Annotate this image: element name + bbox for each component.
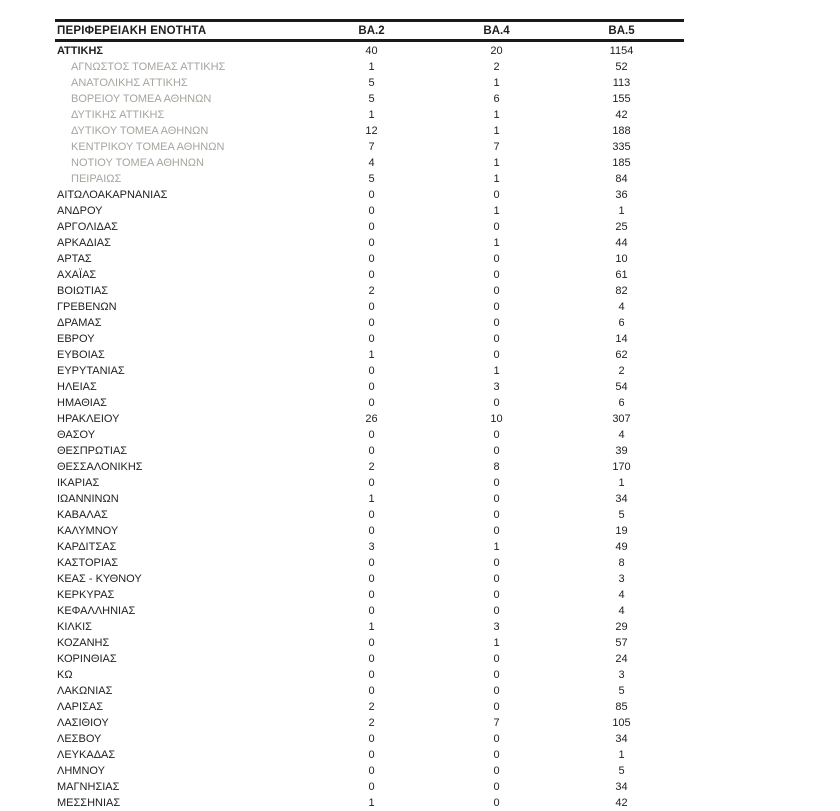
region-name: ΚΕΝΤΡΙΚΟΥ ΤΟΜΕΑ ΑΘΗΝΩΝ [71, 141, 225, 153]
ba5-value: 62 [615, 349, 628, 361]
ba4-value: 0 [493, 445, 500, 457]
region-name: ΛΕΥΚΑΔΑΣ [57, 749, 116, 761]
region-name: ΗΡΑΚΛΕΙΟΥ [57, 413, 120, 425]
ba5-value: 4 [618, 429, 625, 441]
table-row [55, 715, 684, 731]
region-name: ΕΥΒΟΙΑΣ [57, 349, 105, 361]
table-row [55, 779, 684, 795]
ba5-value: 34 [615, 733, 628, 745]
table-row [55, 603, 684, 619]
region-name: ΑΝΔΡΟΥ [57, 205, 103, 217]
ba5-value: 34 [615, 493, 628, 505]
table-row [55, 59, 684, 75]
region-name: ΛΑΣΙΘΙΟΥ [57, 717, 109, 729]
ba2-value: 12 [365, 125, 378, 137]
ba5-value: 155 [612, 93, 631, 105]
ba2-value: 0 [368, 557, 375, 569]
ba5-value: 1154 [609, 45, 634, 57]
ba5-value: 6 [618, 397, 625, 409]
ba4-value: 1 [493, 157, 500, 169]
region-name: ΑΡΤΑΣ [57, 253, 92, 265]
ba4-value: 7 [493, 141, 500, 153]
table-row [55, 571, 684, 587]
ba4-value: 0 [493, 701, 500, 713]
ba4-value: 7 [493, 717, 500, 729]
ba5-value: 34 [615, 781, 628, 793]
ba4-value: 0 [493, 493, 500, 505]
ba5-value: 4 [618, 589, 625, 601]
ba5-value: 307 [612, 413, 631, 425]
ba4-value: 1 [493, 637, 500, 649]
ba5-value: 61 [615, 269, 628, 281]
ba4-value: 0 [493, 253, 500, 265]
table-row [55, 395, 684, 411]
region-name: ΝΟΤΙΟΥ ΤΟΜΕΑ ΑΘΗΝΩΝ [71, 157, 204, 169]
region-name: ΑΧΑΪΑΣ [57, 269, 97, 281]
region-name: ΜΕΣΣΗΝΙΑΣ [57, 797, 121, 809]
table-row [55, 379, 684, 395]
table-row [55, 555, 684, 571]
ba4-value: 0 [493, 477, 500, 489]
ba2-value: 3 [368, 541, 375, 553]
region-name: ΚΑΒΑΛΑΣ [57, 509, 108, 521]
ba5-value: 42 [615, 797, 628, 809]
region-name: ΚΑΡΔΙΤΣΑΣ [57, 541, 117, 553]
ba2-value: 1 [368, 61, 375, 73]
table-row [55, 507, 684, 523]
table-row [55, 731, 684, 747]
ba4-value: 1 [493, 205, 500, 217]
ba2-value: 0 [368, 477, 375, 489]
table-row [55, 427, 684, 443]
region-name: ΔΡΑΜΑΣ [57, 317, 102, 329]
ba2-value: 0 [368, 637, 375, 649]
region-name: ΒΟΡΕΙΟΥ ΤΟΜΕΑ ΑΘΗΝΩΝ [71, 93, 212, 105]
ba2-value: 0 [368, 189, 375, 201]
ba4-value: 0 [493, 573, 500, 585]
ba5-value: 85 [615, 701, 628, 713]
region-name: ΘΑΣΟΥ [57, 429, 96, 441]
region-name: ΕΒΡΟΥ [57, 333, 95, 345]
region-name: ΚΕΦΑΛΛΗΝΙΑΣ [57, 605, 136, 617]
region-name: ΑΡΓΟΛΙΔΑΣ [57, 221, 118, 233]
column-header-ba4: BA.4 [483, 24, 510, 37]
region-name: ΗΛΕΙΑΣ [57, 381, 97, 393]
ba2-value: 1 [368, 621, 375, 633]
ba5-value: 39 [615, 445, 628, 457]
table-row [55, 315, 684, 331]
ba5-value: 24 [615, 653, 628, 665]
table-row [55, 411, 684, 427]
ba2-value: 4 [368, 157, 375, 169]
ba5-value: 113 [612, 77, 631, 89]
ba5-value: 5 [618, 765, 625, 777]
table-row [55, 459, 684, 475]
ba5-value: 4 [618, 605, 625, 617]
table-row [55, 219, 684, 235]
region-name: ΘΕΣΣΑΛΟΝΙΚΗΣ [57, 461, 143, 473]
ba2-value: 1 [368, 797, 375, 809]
ba5-value: 42 [615, 109, 628, 121]
table-row [55, 283, 684, 299]
ba4-value: 0 [493, 509, 500, 521]
table-row [55, 75, 684, 91]
ba2-value: 0 [368, 525, 375, 537]
ba4-value: 0 [493, 525, 500, 537]
ba5-value: 1 [618, 205, 625, 217]
ba2-value: 0 [368, 733, 375, 745]
region-name: ΚΕΑΣ - ΚΥΘΝΟΥ [57, 573, 142, 585]
table-row [55, 251, 684, 267]
ba4-value: 0 [493, 349, 500, 361]
region-name: ΛΗΜΝΟΥ [57, 765, 105, 777]
column-header-ba2: BA.2 [358, 24, 385, 37]
ba4-value: 0 [493, 669, 500, 681]
column-header-ba5: BA.5 [608, 24, 635, 37]
ba5-value: 44 [615, 237, 628, 249]
ba5-value: 2 [618, 365, 625, 377]
region-name: ΚΩ [57, 669, 73, 681]
ba2-value: 5 [368, 77, 375, 89]
region-name: ΑΙΤΩΛΟΑΚΑΡΝΑΝΙΑΣ [57, 189, 168, 201]
ba4-value: 1 [493, 541, 500, 553]
ba4-value: 3 [493, 621, 500, 633]
ba4-value: 6 [493, 93, 500, 105]
ba4-value: 0 [493, 685, 500, 697]
table-row [55, 619, 684, 635]
ba4-value: 0 [493, 285, 500, 297]
ba2-value: 0 [368, 765, 375, 777]
ba4-value: 2 [493, 61, 500, 73]
table-row [55, 667, 684, 683]
ba4-value: 1 [493, 125, 500, 137]
ba2-value: 2 [368, 701, 375, 713]
ba4-value: 0 [493, 317, 500, 329]
ba2-value: 2 [368, 461, 375, 473]
table-row [55, 155, 684, 171]
ba2-value: 0 [368, 589, 375, 601]
ba5-value: 188 [612, 125, 631, 137]
ba4-value: 3 [493, 381, 500, 393]
ba2-value: 0 [368, 333, 375, 345]
ba4-value: 0 [493, 749, 500, 761]
table-row [55, 171, 684, 187]
table-row [55, 763, 684, 779]
region-name: ΑΤΤΙΚΗΣ [57, 45, 104, 57]
region-name: ΛΕΣΒΟΥ [57, 733, 102, 745]
region-name: ΑΓΝΩΣΤΟΣ ΤΟΜΕΑΣ ΑΤΤΙΚΗΣ [71, 61, 226, 73]
ba2-value: 2 [368, 717, 375, 729]
region-name: ΛΑΚΩΝΙΑΣ [57, 685, 113, 697]
table-row [55, 475, 684, 491]
ba5-value: 1 [618, 477, 625, 489]
ba4-value: 0 [493, 557, 500, 569]
table-row [55, 331, 684, 347]
ba4-value: 1 [493, 77, 500, 89]
ba4-value: 0 [493, 653, 500, 665]
region-name: ΗΜΑΘΙΑΣ [57, 397, 107, 409]
ba2-value: 0 [368, 397, 375, 409]
ba4-value: 0 [493, 301, 500, 313]
region-name: ΕΥΡΥΤΑΝΙΑΣ [57, 365, 125, 377]
ba5-value: 4 [618, 301, 625, 313]
ba2-value: 5 [368, 93, 375, 105]
ba2-value: 0 [368, 605, 375, 617]
table-row [55, 203, 684, 219]
region-name: ΜΑΓΝΗΣΙΑΣ [57, 781, 120, 793]
ba4-value: 1 [493, 109, 500, 121]
ba2-value: 1 [368, 109, 375, 121]
table-row [55, 443, 684, 459]
region-name: ΚΙΛΚΙΣ [57, 621, 92, 633]
ba2-value: 0 [368, 301, 375, 313]
ba4-value: 1 [493, 365, 500, 377]
ba4-value: 0 [493, 605, 500, 617]
table-row [55, 699, 684, 715]
table-row [55, 91, 684, 107]
ba5-value: 1 [618, 749, 625, 761]
ba5-value: 36 [615, 189, 628, 201]
ba4-value: 0 [493, 733, 500, 745]
region-name: ΙΚΑΡΙΑΣ [57, 477, 100, 489]
ba2-value: 0 [368, 221, 375, 233]
ba4-value: 1 [493, 237, 500, 249]
table-body [55, 42, 684, 811]
ba4-value: 0 [493, 269, 500, 281]
ba4-value: 0 [493, 397, 500, 409]
ba4-value: 0 [493, 797, 500, 809]
region-name: ΚΑΛΥΜΝΟΥ [57, 525, 119, 537]
table-row [55, 491, 684, 507]
ba5-value: 82 [615, 285, 628, 297]
ba4-value: 10 [490, 413, 503, 425]
ba2-value: 0 [368, 781, 375, 793]
table-header-row [55, 19, 684, 42]
region-name: ΔΥΤΙΚΟΥ ΤΟΜΕΑ ΑΘΗΝΩΝ [71, 125, 209, 137]
region-name: ΔΥΤΙΚΗΣ ΑΤΤΙΚΗΣ [71, 109, 165, 121]
ba2-value: 0 [368, 445, 375, 457]
ba5-value: 170 [612, 461, 631, 473]
table-row [55, 795, 684, 811]
region-name: ΚΕΡΚΥΡΑΣ [57, 589, 115, 601]
ba5-value: 25 [615, 221, 628, 233]
ba5-value: 57 [615, 637, 628, 649]
ba4-value: 0 [493, 781, 500, 793]
region-column-header: ΠΕΡΙΦΕΡΕΙΑΚΗ ΕΝΟΤΗΤΑ [57, 24, 207, 37]
ba4-value: 0 [493, 589, 500, 601]
ba2-value: 7 [368, 141, 375, 153]
ba5-value: 5 [618, 685, 625, 697]
ba4-value: 0 [493, 333, 500, 345]
table-row [55, 139, 684, 155]
region-name: ΚΟΖΑΝΗΣ [57, 637, 110, 649]
ba5-value: 14 [615, 333, 628, 345]
table-row [55, 107, 684, 123]
table-row [55, 363, 684, 379]
region-name: ΙΩΑΝΝΙΝΩΝ [57, 493, 119, 505]
table-row [55, 587, 684, 603]
table-row [55, 267, 684, 283]
region-name: ΓΡΕΒΕΝΩΝ [57, 301, 117, 313]
ba5-value: 3 [618, 573, 625, 585]
ba2-value: 2 [368, 285, 375, 297]
ba5-value: 19 [615, 525, 628, 537]
ba2-value: 0 [368, 317, 375, 329]
ba2-value: 5 [368, 173, 375, 185]
table-row [55, 43, 684, 59]
ba2-value: 26 [365, 413, 378, 425]
ba4-value: 8 [493, 461, 500, 473]
ba5-value: 10 [615, 253, 628, 265]
ba5-value: 8 [618, 557, 625, 569]
table-row [55, 187, 684, 203]
ba2-value: 0 [368, 381, 375, 393]
ba2-value: 0 [368, 205, 375, 217]
ba2-value: 0 [368, 237, 375, 249]
region-name: ΚΑΣΤΟΡΙΑΣ [57, 557, 119, 569]
ba5-value: 49 [615, 541, 628, 553]
table-row [55, 123, 684, 139]
ba2-value: 0 [368, 429, 375, 441]
region-name: ΛΑΡΙΣΑΣ [57, 701, 104, 713]
ba5-value: 6 [618, 317, 625, 329]
region-name: ΠΕΙΡΑΙΩΣ [71, 173, 122, 185]
ba2-value: 1 [368, 349, 375, 361]
region-name: ΒΟΙΩΤΙΑΣ [57, 285, 109, 297]
region-name: ΚΟΡΙΝΘΙΑΣ [57, 653, 117, 665]
ba4-value: 0 [493, 221, 500, 233]
ba2-value: 1 [368, 493, 375, 505]
table-row [55, 347, 684, 363]
ba2-value: 0 [368, 749, 375, 761]
ba4-value: 1 [493, 173, 500, 185]
ba5-value: 84 [615, 173, 628, 185]
ba4-value: 0 [493, 429, 500, 441]
ba2-value: 0 [368, 685, 375, 697]
ba4-value: 0 [493, 765, 500, 777]
table-row [55, 235, 684, 251]
table-row [55, 635, 684, 651]
ba5-value: 185 [612, 157, 631, 169]
table-row [55, 299, 684, 315]
table-row [55, 539, 684, 555]
ba5-value: 5 [618, 509, 625, 521]
ba5-value: 3 [618, 669, 625, 681]
ba2-value: 0 [368, 573, 375, 585]
region-name: ΘΕΣΠΡΩΤΙΑΣ [57, 445, 128, 457]
ba2-value: 0 [368, 269, 375, 281]
table-row [55, 523, 684, 539]
table-row [55, 747, 684, 763]
ba2-value: 0 [368, 365, 375, 377]
ba5-value: 29 [615, 621, 628, 633]
ba5-value: 54 [615, 381, 628, 393]
ba2-value: 40 [365, 45, 378, 57]
ba2-value: 0 [368, 509, 375, 521]
region-name: ΑΝΑΤΟΛΙΚΗΣ ΑΤΤΙΚΗΣ [71, 77, 188, 89]
ba5-value: 105 [612, 717, 631, 729]
ba2-value: 0 [368, 253, 375, 265]
ba2-value: 0 [368, 669, 375, 681]
ba2-value: 0 [368, 653, 375, 665]
table-row [55, 683, 684, 699]
ba5-value: 335 [612, 141, 631, 153]
variant-region-table [55, 19, 684, 811]
ba5-value: 52 [615, 61, 628, 73]
region-name: ΑΡΚΑΔΙΑΣ [57, 237, 111, 249]
ba4-value: 0 [493, 189, 500, 201]
table-row [55, 651, 684, 667]
ba4-value: 20 [490, 45, 503, 57]
